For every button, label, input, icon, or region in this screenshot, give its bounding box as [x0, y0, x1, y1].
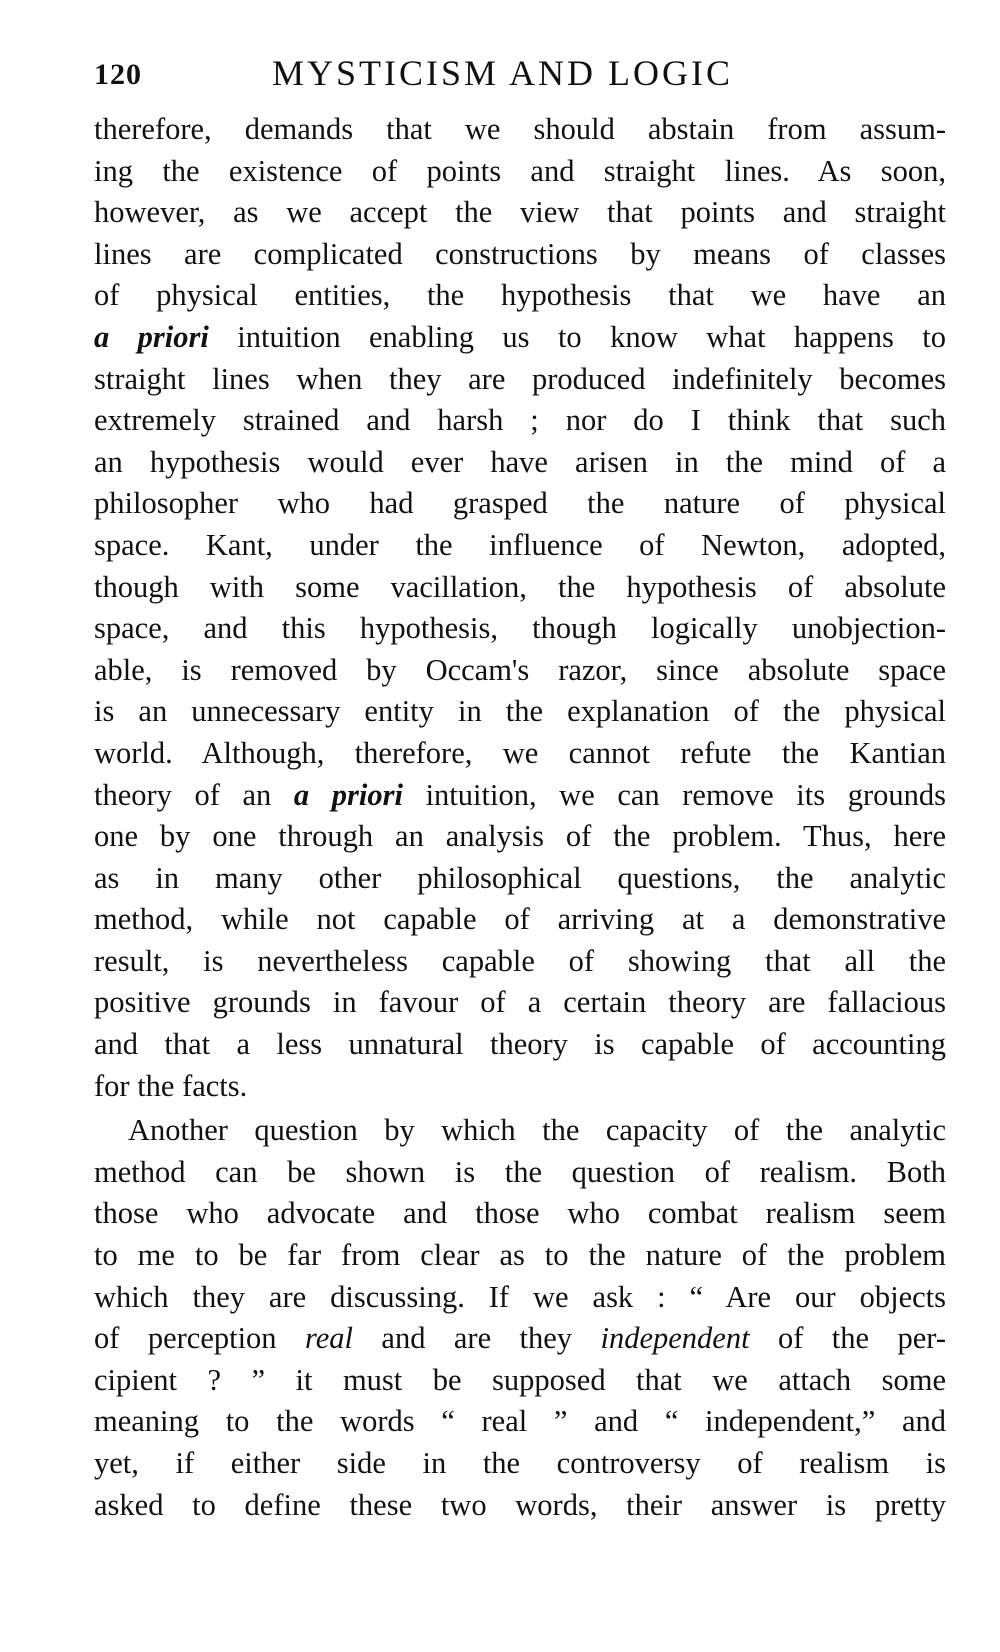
text-line: able, is removed by Occam's razor, since absolute space	[94, 652, 946, 687]
text-run: intuition, we can remove its grounds	[402, 777, 946, 812]
text-run: of the per-	[749, 1321, 946, 1356]
text-line: is an unnecessary entity in the explanation of the physical	[94, 694, 946, 729]
text-line: lines are complicated constructions by means of classes	[94, 236, 946, 271]
text-line	[94, 1318, 946, 1360]
text-run: intuition enabling us to know what happens to	[208, 319, 947, 354]
text-line: therefore, demands that we should abstain from assum-	[94, 112, 946, 146]
italic-term: a priori	[94, 319, 209, 354]
text-line: though with some vacillation, the hypothesis of absolute	[94, 569, 946, 604]
text-line: however, as we accept the view that points and straight	[94, 195, 946, 230]
page-number: 120	[94, 58, 142, 91]
text-line: meaning to the words “ real ” and “ independent,” and	[94, 1404, 946, 1439]
italic-term: independent	[600, 1321, 750, 1356]
text-line: extremely strained and harsh ; nor do I think that such	[94, 403, 946, 438]
text-line: one by one through an analysis of the problem. Thus, here	[94, 819, 946, 854]
text-line: space. Kant, under the influence of Newton, adopted,	[94, 527, 946, 562]
text-line: Another question by which the capacity of the analytic	[128, 1113, 946, 1148]
text-line: which they are discussing. If we ask : “ Are our objects	[94, 1279, 946, 1314]
text-run: theory of an	[94, 777, 294, 812]
text-line: and that a less unnatural theory is capable of accounting	[94, 1027, 946, 1062]
text-line: method, while not capable of arriving at a demonstrative	[94, 902, 946, 937]
running-title: MYSTICISM AND LOGIC	[272, 53, 734, 93]
text-line: for the facts.	[94, 1068, 248, 1103]
text-line: of physical entities, the hypothesis that we have an	[94, 278, 946, 313]
text-line: result, is nevertheless capable of showing that all the	[94, 943, 946, 978]
text-line: yet, if either side in the controversy of realism is	[94, 1446, 946, 1480]
text-line: those who advocate and those who combat realism seem	[94, 1196, 946, 1231]
body-text	[94, 109, 946, 1526]
text-line: straight lines when they are produced indefinitely becomes	[94, 361, 946, 396]
paragraph-1	[94, 109, 946, 1107]
text-line: as in many other philosophical questions, the analytic	[94, 860, 946, 895]
paragraph-2	[94, 1110, 946, 1526]
italic-term: a priori	[293, 777, 403, 812]
text-run: and are they	[352, 1321, 601, 1356]
text-line: method can be shown is the question of realism. Both	[94, 1154, 946, 1189]
italic-term: real	[304, 1321, 353, 1356]
text-line: space, and this hypothesis, though logically unobjection-	[94, 611, 946, 646]
text-line: positive grounds in favour of a certain theory are fallacious	[94, 985, 946, 1020]
text-line: asked to define these two words, their answer is pretty	[94, 1487, 946, 1522]
text-line: to me to be far from clear as to the nature of the problem	[94, 1238, 946, 1273]
text-line: ing the existence of points and straight lines. As soon,	[94, 153, 946, 188]
page-header	[94, 50, 944, 106]
text-line: an hypothesis would ever have arisen in the mind of a	[94, 444, 946, 479]
text-line: cipient ? ” it must be supposed that we attach some	[94, 1362, 946, 1397]
text-run: of perception	[94, 1321, 305, 1356]
text-line	[94, 317, 946, 359]
text-line: world. Although, therefore, we cannot refute the Kantian	[94, 735, 946, 770]
text-line	[94, 775, 946, 817]
text-line: philosopher who had grasped the nature of physical	[94, 486, 946, 521]
